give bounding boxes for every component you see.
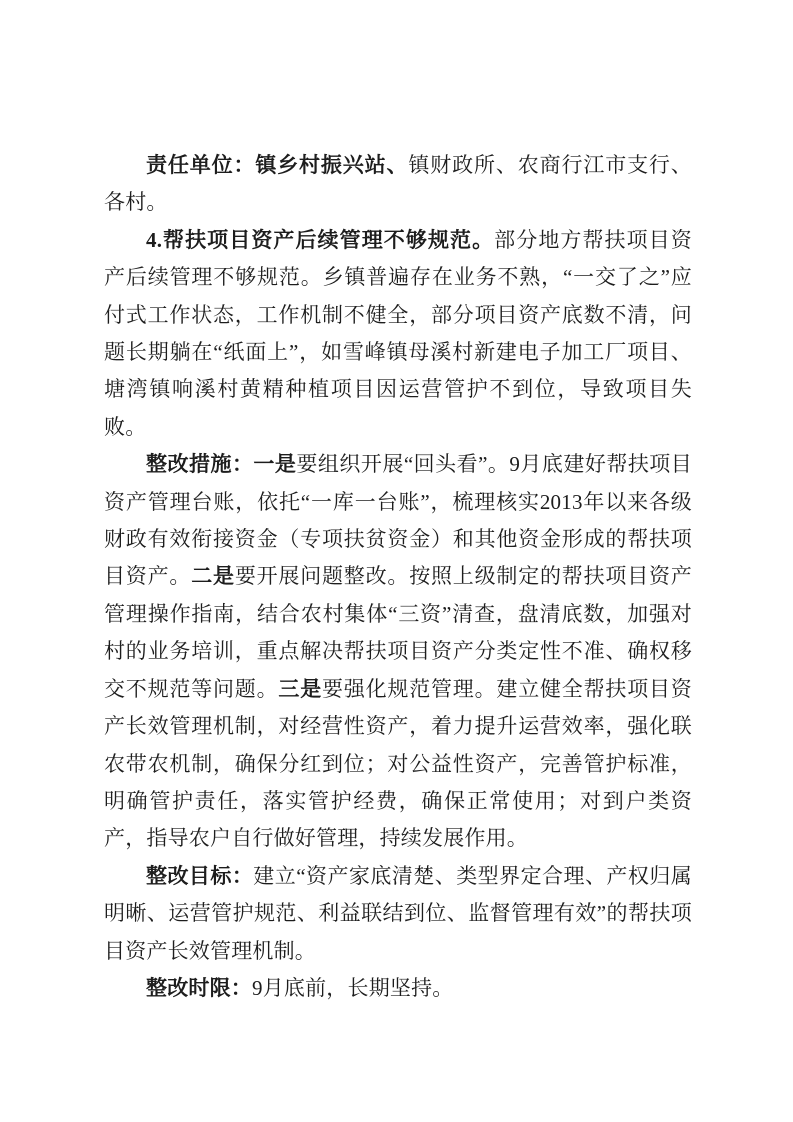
- body-text: 建立“资产家底清楚、类型界定合理、产权归属明晰、运营管护规范、利益联结到位、监督管理有效”的帮扶项目资产长效管理机制。: [104, 863, 692, 963]
- rectification-measures-paragraph: [104, 446, 692, 857]
- emphasis-text: 整改目标：: [146, 863, 254, 888]
- document-body: [104, 147, 692, 1007]
- responsible-units-paragraph: [104, 147, 692, 222]
- emphasis-text: 二是: [191, 564, 235, 589]
- emphasis-text: 4.帮扶项目资产后续管理不够规范。: [146, 227, 495, 252]
- rectification-deadline-paragraph: [104, 970, 692, 1007]
- body-text: 要强化规范管理。建立健全帮扶项目资产长效管理机制，对经营性资产，着力提升运营效率，强化联农带农机制，确保分红到位；对公益性资产，完善管护标准，明确管护责任，落实管护经费，确保正常使用；对到户类资产，指导农户自行做好管理，持续发展作用。: [104, 676, 693, 851]
- emphasis-text: 整改措施：一是: [146, 452, 297, 477]
- body-text: 要开展问题整改。按照上级制定的帮扶项目资产管理操作指南，结合农村集体“三资”清查，盘清底数，加强对村的业务培训，重点解决帮扶项目资产分类定性不准、确权移交不规范等问题。: [104, 564, 692, 701]
- body-text: 部分地方帮扶项目资产后续管理不够规范。乡镇普遍存在业务不熟，“一交了之”应付式工作状态，工作机制不健全，部分项目资产底数不清，问题长期躺在“纸面上”，如雪峰镇母溪村新建电子加工厂项目、塘湾镇响溪村黄精种植项目因运营管护不到位，导致项目失败。: [104, 227, 692, 439]
- emphasis-text: 整改时限：: [146, 975, 252, 1000]
- body-text: 镇财政所、农商行江市支行、各村。: [104, 153, 692, 215]
- emphasis-text: 责任单位：镇乡村振兴站、: [146, 153, 409, 177]
- problem-4-paragraph: [104, 222, 692, 446]
- rectification-goal-paragraph: [104, 858, 692, 970]
- emphasis-text: 三是: [278, 676, 323, 701]
- body-text: 9月底前，长期坚持。: [252, 975, 454, 1000]
- body-text: 要组织开展“回头看”。9月底建好帮扶项目资产管理台账，依托“一库一台账”，梳理核实2013年以来各级财政有效衔接资金（专项扶贫资金）和其他资金形成的帮扶项目资产。: [104, 452, 692, 589]
